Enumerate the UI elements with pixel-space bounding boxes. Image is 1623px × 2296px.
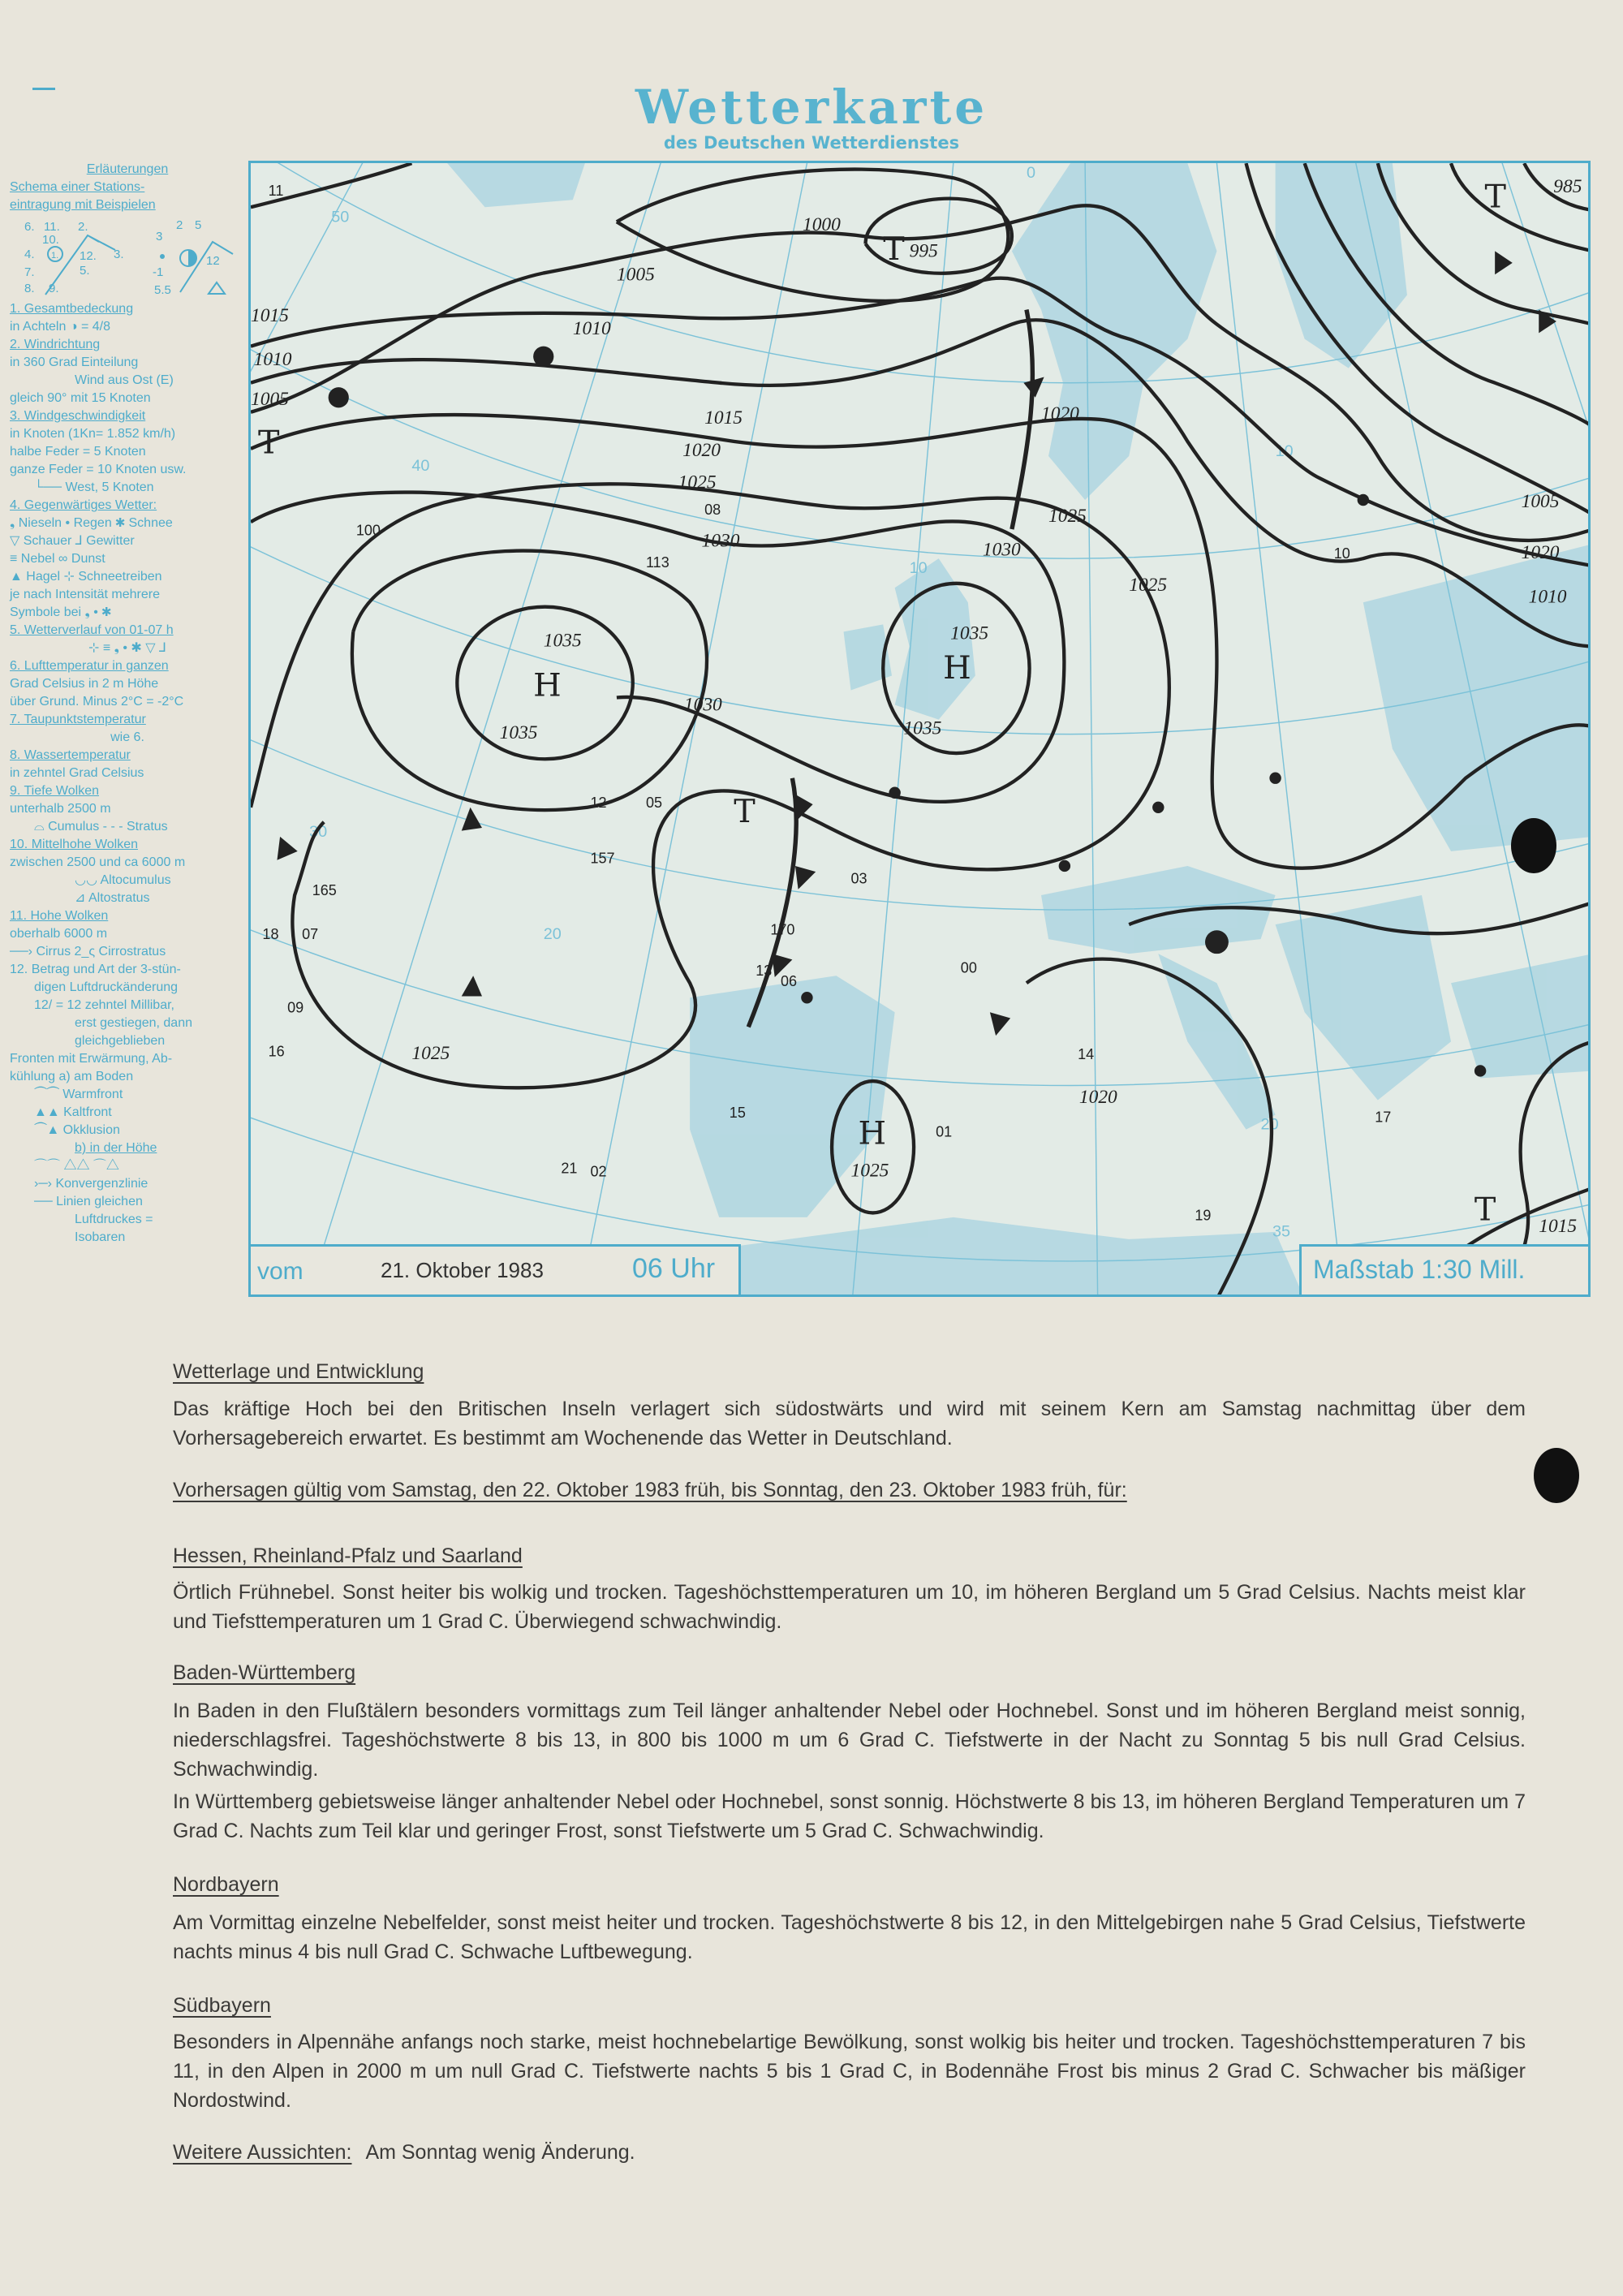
station-circle xyxy=(801,992,812,1003)
legend-line: ▲ Hagel ⊹ Schneetreiben xyxy=(10,570,162,584)
station-value: 11 xyxy=(268,182,284,199)
isobar-label: 1010 xyxy=(1528,586,1567,608)
legend-line: ⏜▲ Okklusion xyxy=(34,1123,120,1137)
front-triangle xyxy=(990,1012,1010,1036)
legend-line: └── West, 5 Knoten xyxy=(34,480,154,494)
low-pressure-center: T xyxy=(734,792,756,830)
map-canvas xyxy=(251,163,1591,1297)
legend-line: 6. Lufttemperatur in ganzen xyxy=(10,659,169,673)
corner-mark xyxy=(32,88,55,90)
station-value: 18 xyxy=(262,926,279,943)
region-paragraph: Am Vormittag einzelne Nebelfelder, sonst meist heiter und trocken. Tageshöchstwerte 8 bis 12, in den Mittelgebirgen nahe 5 Grad Celsius, Tiefstwerte nachts minus 4 bis null Grad C. Schwache Luftbewegung. xyxy=(173,1911,1526,1963)
region-paragraph: In Württemberg gebietsweise länger anhaltender Nebel oder Hochnebel, sonst sonnig. Höchstwerte 8 bis 13, im höheren Bergland Temperaturen um 7 Grad C. Nachts zum Teil klar und geringer Frost, sonst Tiefstwerte um 5 Grad C. Schwachwindig. xyxy=(173,1790,1526,1842)
map-scale: Maßstab 1:30 Mill. xyxy=(1313,1255,1526,1284)
isobar-label: 1020 xyxy=(682,439,721,461)
station-value: 16 xyxy=(268,1043,285,1060)
meridian-label: 10 xyxy=(1275,442,1294,460)
front-triangle xyxy=(1495,251,1513,274)
station-value: 113 xyxy=(646,554,669,571)
isobar-1030-west xyxy=(352,551,707,810)
legend-line: ›─› Konvergenzlinie xyxy=(34,1177,149,1191)
station-value: 21 xyxy=(561,1160,578,1177)
isobar-label: 1030 xyxy=(982,539,1021,561)
legend-line: oberhalb 6000 m xyxy=(10,927,108,941)
cold-front-triangle xyxy=(795,866,816,890)
meridian-label: 30 xyxy=(309,822,328,841)
station-value: 170 xyxy=(770,921,795,938)
low-pressure-center: T xyxy=(883,230,905,269)
region-heading: Südbayern xyxy=(173,1994,271,2017)
schema-example: 2 xyxy=(176,218,183,232)
region-paragraph: In Baden in den Flußtälern besonders vormittags zum Teil länger anhaltender Nebel oder Hochnebel. Sonst und im höheren Bergland meist sonnig, niederschlagsfrei. Tageshöchstwerte 8 bis 13, in 800 bis 1000 m um 6 Grad C. Tiefstwerte in der Nacht zu Sonntag 5 bis null Grad Celsius. Schwachwindig. xyxy=(173,1699,1526,1781)
schema-number: 1. xyxy=(51,251,59,261)
station-value: 13 xyxy=(756,963,773,980)
meridian-label: 20 xyxy=(543,925,562,944)
station-value: 14 xyxy=(1078,1046,1095,1063)
station-value: 09 xyxy=(287,999,304,1016)
map-date: 21. Oktober 1983 xyxy=(381,1258,544,1282)
legend-line: ⌒⌒ △△ ⌒△ xyxy=(34,1159,119,1173)
legend-line: zwischen 2500 und ca 6000 m xyxy=(10,855,186,869)
front-triangle xyxy=(277,837,297,860)
isobar-label: 1035 xyxy=(499,722,538,744)
warm-front-bump xyxy=(533,347,553,367)
legend-line: ⏜⏜ Warmfront xyxy=(34,1088,123,1101)
front-triangle xyxy=(1023,377,1044,398)
legend-line: über Grund. Minus 2°C = -2°C xyxy=(10,695,184,709)
validity-heading: Vorhersagen gültig vom Samstag, den 22. Oktober 1983 früh, bis Sonntag, den 23. Oktober 1983 früh, für: xyxy=(173,1479,1127,1501)
warm-front-bump xyxy=(329,387,349,407)
isobar-label: 1010 xyxy=(572,318,611,340)
meridian-label: 20 xyxy=(1260,1115,1279,1134)
isobar-label: 1015 xyxy=(1539,1215,1578,1237)
isobar-label: 1025 xyxy=(850,1160,889,1182)
forecast-text xyxy=(173,1357,1526,2167)
isobar-label: 1035 xyxy=(543,630,582,652)
date-box xyxy=(251,1244,741,1294)
legend-line: digen Luftdruckänderung xyxy=(34,980,179,994)
station-value: 17 xyxy=(1375,1109,1392,1126)
high-pressure-center: H xyxy=(943,649,971,687)
isobar-label: 1025 xyxy=(678,472,717,493)
isobar-label: 1015 xyxy=(251,304,289,326)
low-pressure-center: T xyxy=(1484,178,1506,216)
station-schema-diagram xyxy=(10,218,237,299)
legend-line: ──› Cirrus 2_ς Cirrostratus xyxy=(10,945,166,958)
page-title xyxy=(617,81,1006,153)
legend-line: 2. Windrichtung xyxy=(10,338,101,351)
station-value: 01 xyxy=(936,1123,953,1140)
legend-line: Isobaren xyxy=(75,1230,126,1244)
isobar-label: 1005 xyxy=(251,388,289,410)
isobar-label: 1025 xyxy=(411,1043,450,1065)
station-value: 165 xyxy=(312,882,337,899)
station-value: 05 xyxy=(646,794,663,811)
title-main: Wetterkarte xyxy=(635,80,988,135)
station-value: 12 xyxy=(590,794,607,811)
station-value: 100 xyxy=(355,522,381,539)
scale-box xyxy=(1299,1244,1588,1294)
punch-hole xyxy=(1534,1448,1579,1503)
schema-number: 8. xyxy=(24,282,35,295)
isobar-label: 1035 xyxy=(950,622,989,644)
region-heading: Baden-Württemberg xyxy=(173,1661,356,1684)
high-pressure-center: H xyxy=(858,1114,887,1152)
meridian-label: 0 xyxy=(1026,164,1035,183)
legend-line: in 360 Grad Einteilung xyxy=(10,355,139,369)
legend-line: kühlung a) am Boden xyxy=(10,1070,134,1083)
meridian-label: 50 xyxy=(331,208,350,226)
legend-line: ⌓ Cumulus - - - Stratus xyxy=(34,820,168,834)
legend-line: gleichgeblieben xyxy=(75,1034,166,1048)
isobar-label: 1010 xyxy=(253,349,292,371)
title-sub: des Deutschen Wetterdienstes xyxy=(663,133,960,153)
map-time: 06 Uhr xyxy=(632,1253,716,1284)
region-heading: Hessen, Rheinland-Pfalz und Saarland xyxy=(173,1544,523,1567)
station-circle xyxy=(1269,773,1281,784)
legend-line: in zehntel Grad Celsius xyxy=(10,766,144,780)
low-pressure-center: T xyxy=(258,424,280,462)
legend-line: 7. Taupunktstemperatur xyxy=(10,713,146,726)
legend-line: ⊿ Altostratus xyxy=(75,891,150,905)
schema-example: 5.5 xyxy=(154,283,171,297)
legend-line: erst gestiegen, dann xyxy=(75,1016,192,1030)
legend-line: ⊹ ≡ ❟ • ✱ ▽ ⅃ xyxy=(88,641,166,655)
half-cover-fill xyxy=(188,250,196,266)
isobar-label: 1005 xyxy=(616,264,655,286)
warm-front-bump xyxy=(1205,930,1229,954)
legend-line: 5. Wetterverlauf von 01-07 h xyxy=(10,623,174,637)
isobar-label: 1025 xyxy=(1048,506,1087,528)
legend-line: Fronten mit Erwärmung, Ab- xyxy=(10,1052,173,1066)
punch-hole xyxy=(1511,818,1556,873)
shower-icon xyxy=(209,282,225,294)
weather-map xyxy=(248,161,1591,1297)
legend-line: ── Linien gleichen xyxy=(34,1195,143,1208)
legend-line: b) in der Höhe xyxy=(75,1141,157,1155)
schema-number: 4. xyxy=(24,248,35,261)
schema-example: 12 xyxy=(206,254,220,268)
legend-line: 11. Hohe Wolken xyxy=(10,909,109,923)
region-heading: Nordbayern xyxy=(173,1873,279,1896)
high-pressure-center: H xyxy=(533,666,562,704)
legend-line: 1. Gesamtbedeckung xyxy=(10,302,134,316)
legend-line: je nach Intensität mehrere xyxy=(10,588,160,601)
outlook-text: Am Sonntag wenig Änderung. xyxy=(365,2141,635,2164)
station-circle xyxy=(1152,802,1164,813)
rain-dot-icon xyxy=(160,254,165,259)
station-value: 02 xyxy=(590,1163,607,1180)
legend-line: in Achteln ◑ = 4/8 xyxy=(10,320,110,334)
schema-number: 9. xyxy=(49,282,59,295)
station-circle xyxy=(889,787,900,799)
schema-number: 11. xyxy=(44,220,60,234)
schema-number: 12. xyxy=(80,249,97,263)
legend-line: ganze Feder = 10 Knoten usw. xyxy=(10,463,187,476)
legend-line: ▲▲ Kaltfront xyxy=(34,1105,112,1119)
legend-line: 3. Windgeschwindigkeit xyxy=(10,409,146,423)
occlusion-front xyxy=(1012,310,1033,530)
isobar-label: 1020 xyxy=(1041,403,1079,424)
legend-line: 8. Wassertemperatur xyxy=(10,748,131,762)
legend-schema-title-2: eintragung mit Beispielen xyxy=(10,198,156,212)
schema-example: 3 xyxy=(156,230,163,243)
schema-number: 5. xyxy=(80,264,90,278)
station-circle xyxy=(1358,494,1369,506)
date-prefix: vom xyxy=(257,1258,304,1285)
outlook xyxy=(173,2138,1526,2167)
legend-line: 9. Tiefe Wolken xyxy=(10,784,99,798)
isobar-label: 1000 xyxy=(802,214,841,236)
legend-schema-title: Schema einer Stations- xyxy=(10,180,145,194)
legend-line: 4. Gegenwärtiges Wetter: xyxy=(10,498,157,512)
legend-line: ≡ Nebel ∞ Dunst xyxy=(10,552,105,566)
isobar-label: 1035 xyxy=(903,717,942,739)
legend-line: in Knoten (1Kn= 1.852 km/h) xyxy=(10,427,176,441)
legend-panel xyxy=(10,161,245,1247)
station-circle xyxy=(1059,860,1070,872)
isobar-label: 1005 xyxy=(1521,491,1560,513)
station-value: 10 xyxy=(1333,545,1350,562)
legend-line: Wind aus Ost (E) xyxy=(75,373,174,387)
isobar-label: 995 xyxy=(909,240,938,262)
meridian-label: 10 xyxy=(909,559,928,578)
legend-line: Grad Celsius in 2 m Höhe xyxy=(10,677,159,691)
schema-example: 5 xyxy=(195,218,202,232)
station-value: 19 xyxy=(1195,1207,1212,1224)
legend-line: Luftdruckes = xyxy=(75,1213,153,1226)
isobar-label: 1025 xyxy=(1129,574,1168,596)
legend-line: gleich 90° mit 15 Knoten xyxy=(10,391,151,405)
legend-line: ❟ Nieseln • Regen ✱ Schnee xyxy=(10,516,173,530)
station-value: 03 xyxy=(850,870,867,887)
meridian-label: 35 xyxy=(1272,1222,1291,1241)
legend-line: 12/ = 12 zehntel Millibar, xyxy=(34,998,174,1012)
schema-number: 7. xyxy=(24,265,35,279)
isobar-label: 1030 xyxy=(701,530,740,552)
land-italy xyxy=(1158,954,1275,1129)
legend-line: 12. Betrag und Art der 3-stün- xyxy=(10,963,181,976)
legend-line: halbe Feder = 5 Knoten xyxy=(10,445,146,459)
legend-items xyxy=(10,300,245,1247)
legend-line: Symbole bei ❟ • ✱ xyxy=(10,605,112,619)
legend-line: ◡◡ Altocumulus xyxy=(75,873,171,887)
station-value: 157 xyxy=(590,850,615,867)
isobar-label: 1030 xyxy=(683,694,722,716)
station-value: 00 xyxy=(960,959,977,976)
legend-line: unterhalb 2500 m xyxy=(10,802,111,816)
front-triangle xyxy=(462,976,482,996)
section-heading: Wetterlage und Entwicklung xyxy=(173,1360,424,1383)
outlook-label: Weitere Aussichten: xyxy=(173,2141,352,2164)
isobar-label: 1020 xyxy=(1521,542,1560,564)
isobar-label: 985 xyxy=(1553,176,1582,198)
station-value: 15 xyxy=(729,1105,746,1122)
legend-line: 10. Mittelhohe Wolken xyxy=(10,838,139,851)
schema-number: 2. xyxy=(78,220,88,234)
schema-number: 3. xyxy=(114,248,124,261)
low-pressure-center: T xyxy=(1474,1191,1496,1229)
land-iceland xyxy=(441,163,587,207)
land-turkey xyxy=(1451,954,1591,1078)
station-value: 08 xyxy=(704,502,721,519)
legend-line: ▽ Schauer ⅃ Gewitter xyxy=(10,534,135,548)
region-paragraph: Örtlich Frühnebel. Sonst heiter bis wolkig und trocken. Tageshöchsttemperaturen um 10, im höheren Bergland um 5 Grad Celsius. Nachts meist klar und Tiefsttemperaturen um 1 Grad C. Überwiegend schwachwindig. xyxy=(173,1581,1526,1633)
station-value: 07 xyxy=(302,926,319,943)
schema-number: 6. xyxy=(24,220,35,234)
region-paragraph: Besonders in Alpennähe anfangs noch starke, meist hochnebelartige Bewölkung, sonst wolkig bis heiter und trocken. Tageshöchsttemperaturen 7 bis 11, in den Alpen in 2000 m um null Grad C. Tiefstwerte nachts 5 bis 1 Grad C, in Bodennähe Frost bis minus 2 Grad C. Schwacher bis mäßiger Nordostwind. xyxy=(173,2031,1526,2112)
section-paragraph: Das kräftige Hoch bei den Britischen Inseln verlagert sich südostwärts und wird mit seinem Kern am Samstag nachmittag über dem Vorhersagebereich erwartet. Es bestimmt am Wochenende das Wetter in Deutschland. xyxy=(173,1398,1526,1450)
schema-example: -1 xyxy=(153,265,164,279)
isobar-label: 1020 xyxy=(1078,1087,1117,1109)
schema-number: 10. xyxy=(42,233,59,247)
isobar-label: 1015 xyxy=(704,407,743,429)
station-value: 06 xyxy=(780,972,797,989)
legend-heading: Erläuterungen xyxy=(86,162,169,176)
station-circle xyxy=(1474,1065,1486,1076)
meridian-label: 40 xyxy=(411,456,430,475)
legend-line: wie 6. xyxy=(110,730,144,744)
